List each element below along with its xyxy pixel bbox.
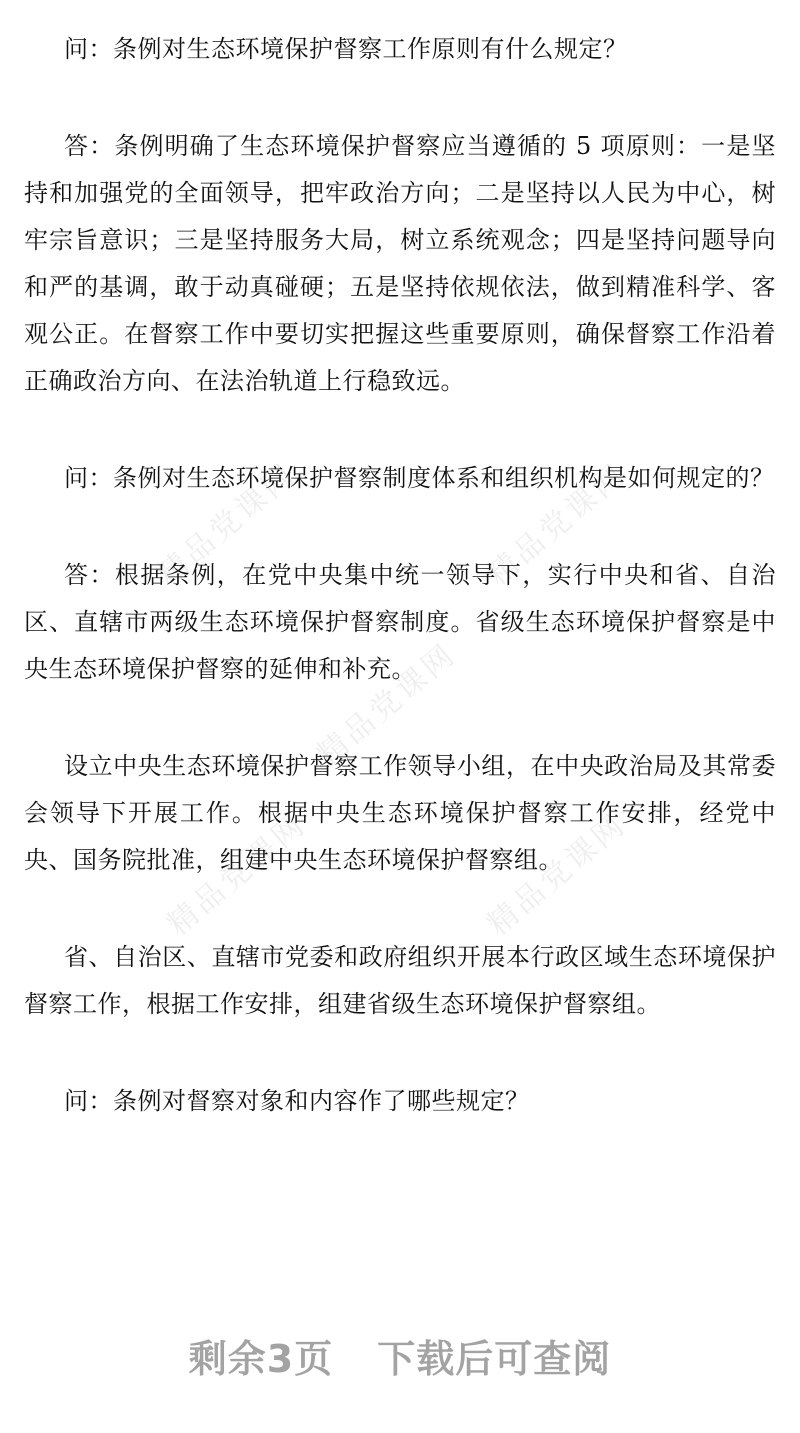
watermark-text: 精品党课网 (480, 806, 634, 943)
body-paragraph: 省、自治区、直辖市党委和政府组织开展本行政区域生态环境保护督察工作，根据工作安排，组建省级生态环境保护督察组。 (24, 943, 776, 1018)
watermark-text: 精品党课网 (480, 456, 634, 593)
answer-paragraph: 答：根据条例，在党中央集中统一领导下，实行中央和省、自治区、直辖市两级生态环境保护督察制度。省级生态环境保护督察是中央生态环境保护督察的延伸和补充。 (24, 561, 776, 683)
question-paragraph: 问：条例对生态环境保护督察制度体系和组织机构是如何规定的？ (64, 464, 775, 492)
download-banner[interactable] (0, 1328, 800, 1383)
remaining-pages-label: 剩余3页 (188, 1337, 334, 1381)
watermark-text: 精品党课网 (310, 636, 464, 773)
document-body (24, 0, 776, 1125)
answer-paragraph: 答：条例明确了生态环境保护督察应当遵循的 5 项原则：一是坚持和加强党的全面领导，把牢政治方向；二是坚持以人民为中心，树牢宗旨意识；三是坚持服务大局，树立系统观念；四是坚持问题导向和严的基调，敢于动真碰硬；五是坚持依规依法，做到精准科学、客观公正。在督察工作中要切实把握这些重要原则，确保督察工作沿着正确政治方向、在法治轨道上行稳致远。 (24, 132, 776, 395)
body-paragraph: 设立中央生态环境保护督察工作领导小组，在中央政治局及其常委会领导下开展工作。根据中央生态环境保护督察工作安排，经党中央、国务院批准，组建中央生态环境保护督察组。 (24, 752, 776, 874)
download-prompt-label: 下载后可查阅 (377, 1337, 612, 1381)
question-paragraph: 问：条例对生态环境保护督察工作原则有什么规定？ (64, 35, 628, 63)
question-paragraph: 问：条例对督察对象和内容作了哪些规定？ (64, 1087, 530, 1115)
watermark-text: 精品党课网 (160, 806, 314, 943)
watermark-text: 精品党课网 (150, 456, 304, 593)
